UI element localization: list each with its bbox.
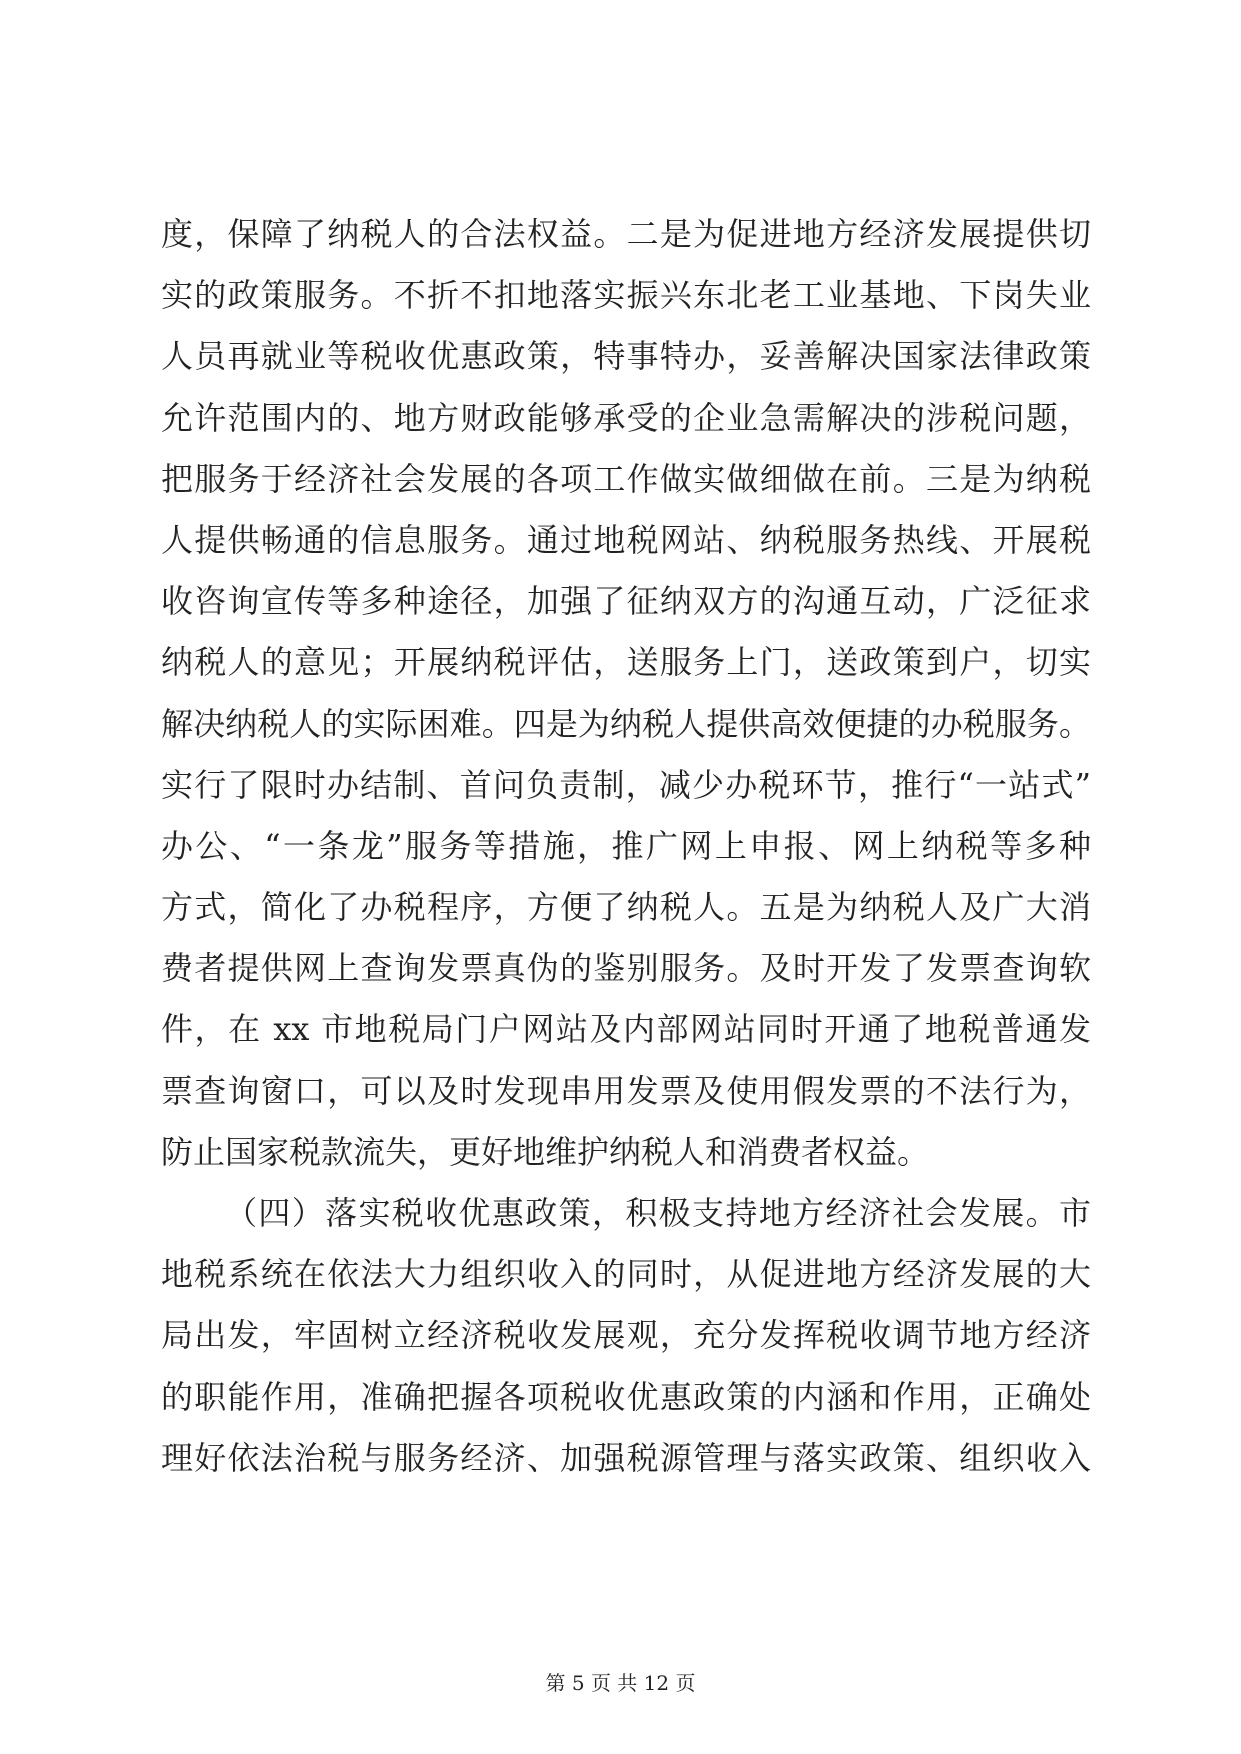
text-line: 防止国家税款流失，更好地维护纳税人和消费者权益。 xyxy=(161,1132,930,1171)
text-line: 实的政策服务。不折不扣地落实振兴东北老工业基地、下岗失业 xyxy=(161,276,1091,315)
text-line: 办公、“一条龙”服务等措施，推广网上申报、网上纳税等多种 xyxy=(161,826,1091,865)
text-line: 费者提供网上查询发票真伪的鉴别服务。及时开发了发票查询软 xyxy=(161,949,1091,988)
text-line: 方式，简化了办税程序，方便了纳税人。五是为纳税人及广大消 xyxy=(161,888,1091,927)
text-line: 解决纳税人的实际困难。四是为纳税人提供高效便捷的办税服务。 xyxy=(161,704,1091,743)
text-line: 票查询窗口，可以及时发现串用发票及使用假发票的不法行为， xyxy=(161,1071,1091,1110)
text-line: 人员再就业等税收优惠政策，特事特办，妥善解决国家法律政策 xyxy=(161,337,1091,376)
text-line: 收咨询宣传等多种途径，加强了征纳双方的沟通互动，广泛征求 xyxy=(161,582,1091,621)
text-line: 件，在 xx 市地税局门户网站及内部网站同时开通了地税普通发 xyxy=(161,1010,1091,1049)
text-line: 度，保障了纳税人的合法权益。二是为促进地方经济发展提供切 xyxy=(161,215,1091,253)
text-line: 允许范围内的、地方财政能够承受的企业急需解决的涉税问题， xyxy=(161,398,1091,437)
text-line: 局出发，牢固树立经济税收发展观，充分发挥税收调节地方经济 xyxy=(161,1316,1091,1355)
text-line: 的职能作用，准确把握各项税收优惠政策的内涵和作用，正确处 xyxy=(161,1377,1091,1416)
text-line: 地税系统在依法大力组织收入的同时，从促进地方经济发展的大 xyxy=(161,1255,1091,1294)
section-heading-line: （四）落实税收优惠政策，积极支持地方经济社会发展。市 xyxy=(225,1194,1091,1232)
body-text xyxy=(161,204,1091,1489)
page-footer xyxy=(0,1669,1241,1697)
text-line: 人提供畅通的信息服务。通过地税网站、纳税服务热线、开展税 xyxy=(161,520,1091,559)
text-line: 实行了限时办结制、首问负责制，减少办税环节，推行“一站式” xyxy=(161,765,1091,804)
text-line: 理好依法治税与服务经济、加强税源管理与落实政策、组织收入 xyxy=(161,1438,1091,1477)
page-number-label: 第 5 页 共 12 页 xyxy=(545,1671,696,1695)
text-line: 纳税人的意见；开展纳税评估，送服务上门，送政策到户，切实 xyxy=(161,643,1091,682)
text-line: 把服务于经济社会发展的各项工作做实做细做在前。三是为纳税 xyxy=(161,459,1091,498)
